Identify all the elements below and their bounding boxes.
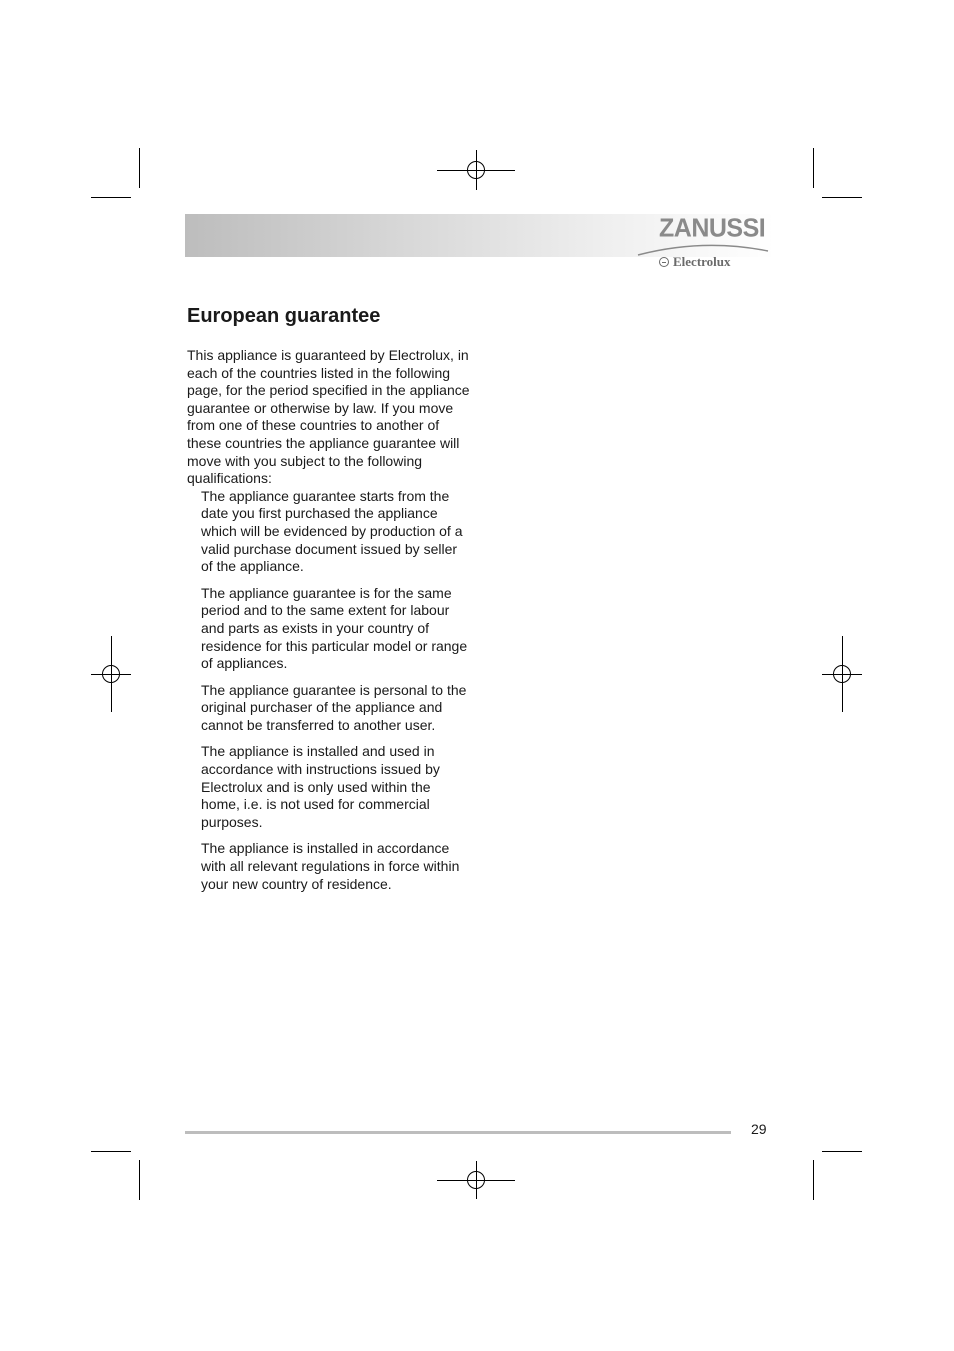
crop-mark	[139, 1160, 140, 1200]
crop-mark	[822, 1151, 862, 1152]
sub-brand-label: Electrolux	[673, 254, 731, 269]
condition-item: The appliance is installed and used in accordance with instructions issued by Electrolux and is only used within the home, i.e. is not used for commercial purposes.	[201, 743, 440, 830]
condition-item: The appliance guarantee is personal to the original purchaser of the appliance and cannot be transferred to another user.	[201, 681, 467, 733]
intro-paragraph: This appliance is guaranteed by Electrolux, in each of the countries listed in the following page, for the period specified in the appliance guarantee or otherwise by law. If you move from one of these countries to another of these countries the appliance guarantee will move with you subject to the following qualifications:	[187, 347, 470, 487]
crop-mark	[91, 197, 131, 198]
brand-logo: ZANUSSI	[659, 213, 766, 243]
condition-item: The appliance is installed in accordance with all relevant regulations in force within your new country of residence.	[201, 840, 460, 892]
conditions-list	[187, 488, 472, 893]
condition-item: The appliance guarantee is for the same period and to the same extent for labour and parts as exists in your country of residence for this particular model or range of appliances.	[201, 584, 468, 672]
registration-mark-bottom	[437, 1161, 515, 1199]
registration-mark-left	[91, 636, 131, 712]
page-number: 29	[751, 1121, 767, 1137]
sub-brand	[659, 254, 731, 270]
guarantee-body	[187, 347, 472, 902]
registration-mark-top	[437, 150, 515, 190]
crop-mark	[139, 148, 140, 188]
crop-mark	[91, 1151, 131, 1152]
registration-mark-right	[822, 636, 862, 712]
crop-mark	[813, 1160, 814, 1200]
footer-rule	[185, 1131, 731, 1134]
condition-item: The appliance guarantee starts from the date you first purchased the appliance which will be evidenced by production of a valid purchase document issued by seller of the appliance.	[201, 487, 463, 575]
crop-mark	[813, 148, 814, 188]
crop-mark	[822, 197, 862, 198]
page-title: European guarantee	[187, 305, 381, 327]
electrolux-logo-icon	[659, 257, 669, 267]
